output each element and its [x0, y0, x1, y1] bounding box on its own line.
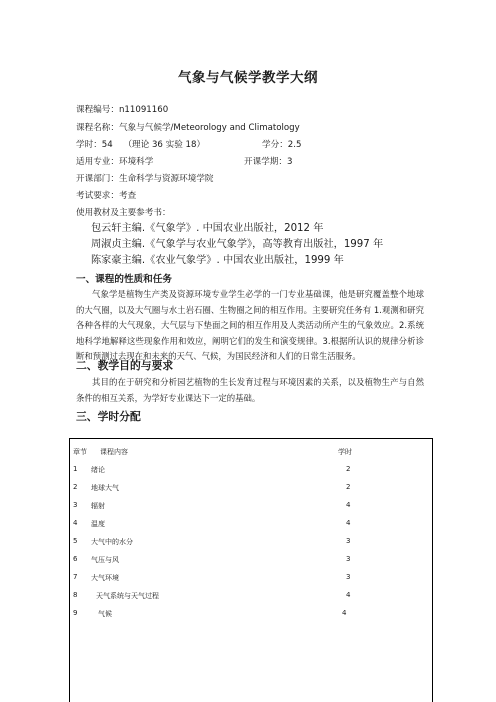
table-cell-hours: 3: [346, 555, 351, 563]
table-row: [70, 605, 432, 622]
table-header-hours: 学时: [338, 448, 352, 456]
table-cell-chapter: 4: [73, 519, 78, 527]
table-cell-hours: 4: [346, 591, 351, 599]
table-cell-content: 大气中的水分: [91, 538, 133, 546]
textbook-item: 周淑贞主编.《气象学与农业气象学》，高等教育出版社，1997 年: [91, 239, 384, 250]
table-row: [70, 497, 432, 514]
table-cell-content: 气压与风: [91, 556, 119, 564]
table-cell-chapter: 9: [73, 609, 78, 617]
table-cell-content: 气候: [98, 610, 112, 618]
textbooks-heading: 使用教材及主要参考书：: [76, 208, 171, 218]
section-heading-objectives: 二、教学目的与要求: [76, 359, 174, 372]
table-header-content: 课程内容: [100, 448, 128, 456]
table-row: [70, 587, 432, 604]
table-cell-content: 辐射: [91, 502, 105, 510]
course-code: 课程编号：n11091160: [76, 105, 169, 115]
table-cell-hours: 2: [346, 465, 351, 473]
table-cell-chapter: 8: [73, 591, 78, 599]
table-cell-chapter: 6: [73, 555, 78, 563]
table-cell-chapter: 7: [73, 573, 78, 581]
table-row: [70, 461, 432, 478]
major-line: [76, 156, 293, 168]
credits: 学分：2.5: [262, 140, 302, 150]
section-text-objectives: 其目的在于研究和分析园艺植物的生长发育过程与环境因素的关系，以及植物生产与自然条件的相互关系，为学好专业课达下一定的基础。: [76, 377, 424, 403]
course-name: 课程名称：气象与气候学/Meteorology and Climatology: [76, 123, 300, 133]
table-cell-content: 地球大气: [91, 484, 119, 492]
table-cell-chapter: 2: [73, 483, 78, 491]
table-cell-chapter: 5: [73, 537, 78, 545]
table-cell-hours: 3: [346, 573, 351, 581]
department: 开课部门：生命科学与资源环境学院: [76, 174, 214, 184]
hours-table: [69, 438, 433, 702]
table-cell-content: 天气系统与天气过程: [96, 592, 159, 600]
table-cell-content: 大气环境: [91, 574, 119, 582]
table-cell-content: 绪论: [91, 466, 105, 474]
hours: 学时：54: [76, 140, 113, 150]
exam-requirement: 考试要求：考查: [76, 191, 137, 201]
table-row: [70, 551, 432, 568]
table-row: [70, 533, 432, 550]
section-heading-nature: 一、课程的性质和任务: [76, 274, 172, 285]
section-text-nature: 气象学是植物生产类及资源环境专业学生必学的一门专业基础课，他是研究覆盖整个地球的大气圈，以及大气圈与水土岩石圈、生物圈之间的相互作用。主要研究任务有 1.观测和研究各种各样的大气现象，大气层与下垫面之间的相互作用及人类活动所产生的气象效应。2.系统地科学地解释这些现象作用和效应，阐明它们的发生和演变规律。3.根据所认识的规律分析诊断和预测过去现在和未来的天气、气候，为国民经济和人们的日常生活服务。: [76, 289, 424, 361]
textbook-item: 包云轩主编.《气象学》. 中国农业出版社，2012 年: [91, 223, 324, 234]
table-header-chapter: 章节: [73, 448, 87, 456]
hours-detail: （理论 36 实验 18）: [123, 140, 206, 150]
section-heading-hours: 三、学时分配: [76, 410, 141, 423]
table-cell-chapter: 1: [73, 465, 78, 473]
table-cell-hours: 4: [342, 609, 347, 617]
hours-line: [76, 139, 302, 151]
major: 适用专业：环境科学: [76, 157, 154, 167]
document-title: 气象与气候学教学大纲: [178, 70, 318, 86]
table-cell-content: 温度: [91, 520, 105, 528]
table-cell-hours: 4: [346, 501, 351, 509]
textbook-item: 陈家豪主编.《农业气象学》. 中国农业出版社，1999 年: [91, 255, 344, 266]
table-row: [70, 479, 432, 496]
table-header-row: [70, 443, 432, 460]
table-cell-hours: 4: [346, 519, 351, 527]
table-row: [70, 515, 432, 532]
semester: 开课学期：3: [244, 157, 293, 167]
table-cell-hours: 3: [346, 537, 351, 545]
table-cell-chapter: 3: [73, 501, 78, 509]
table-row: [70, 569, 432, 586]
table-cell-hours: 2: [346, 483, 351, 491]
